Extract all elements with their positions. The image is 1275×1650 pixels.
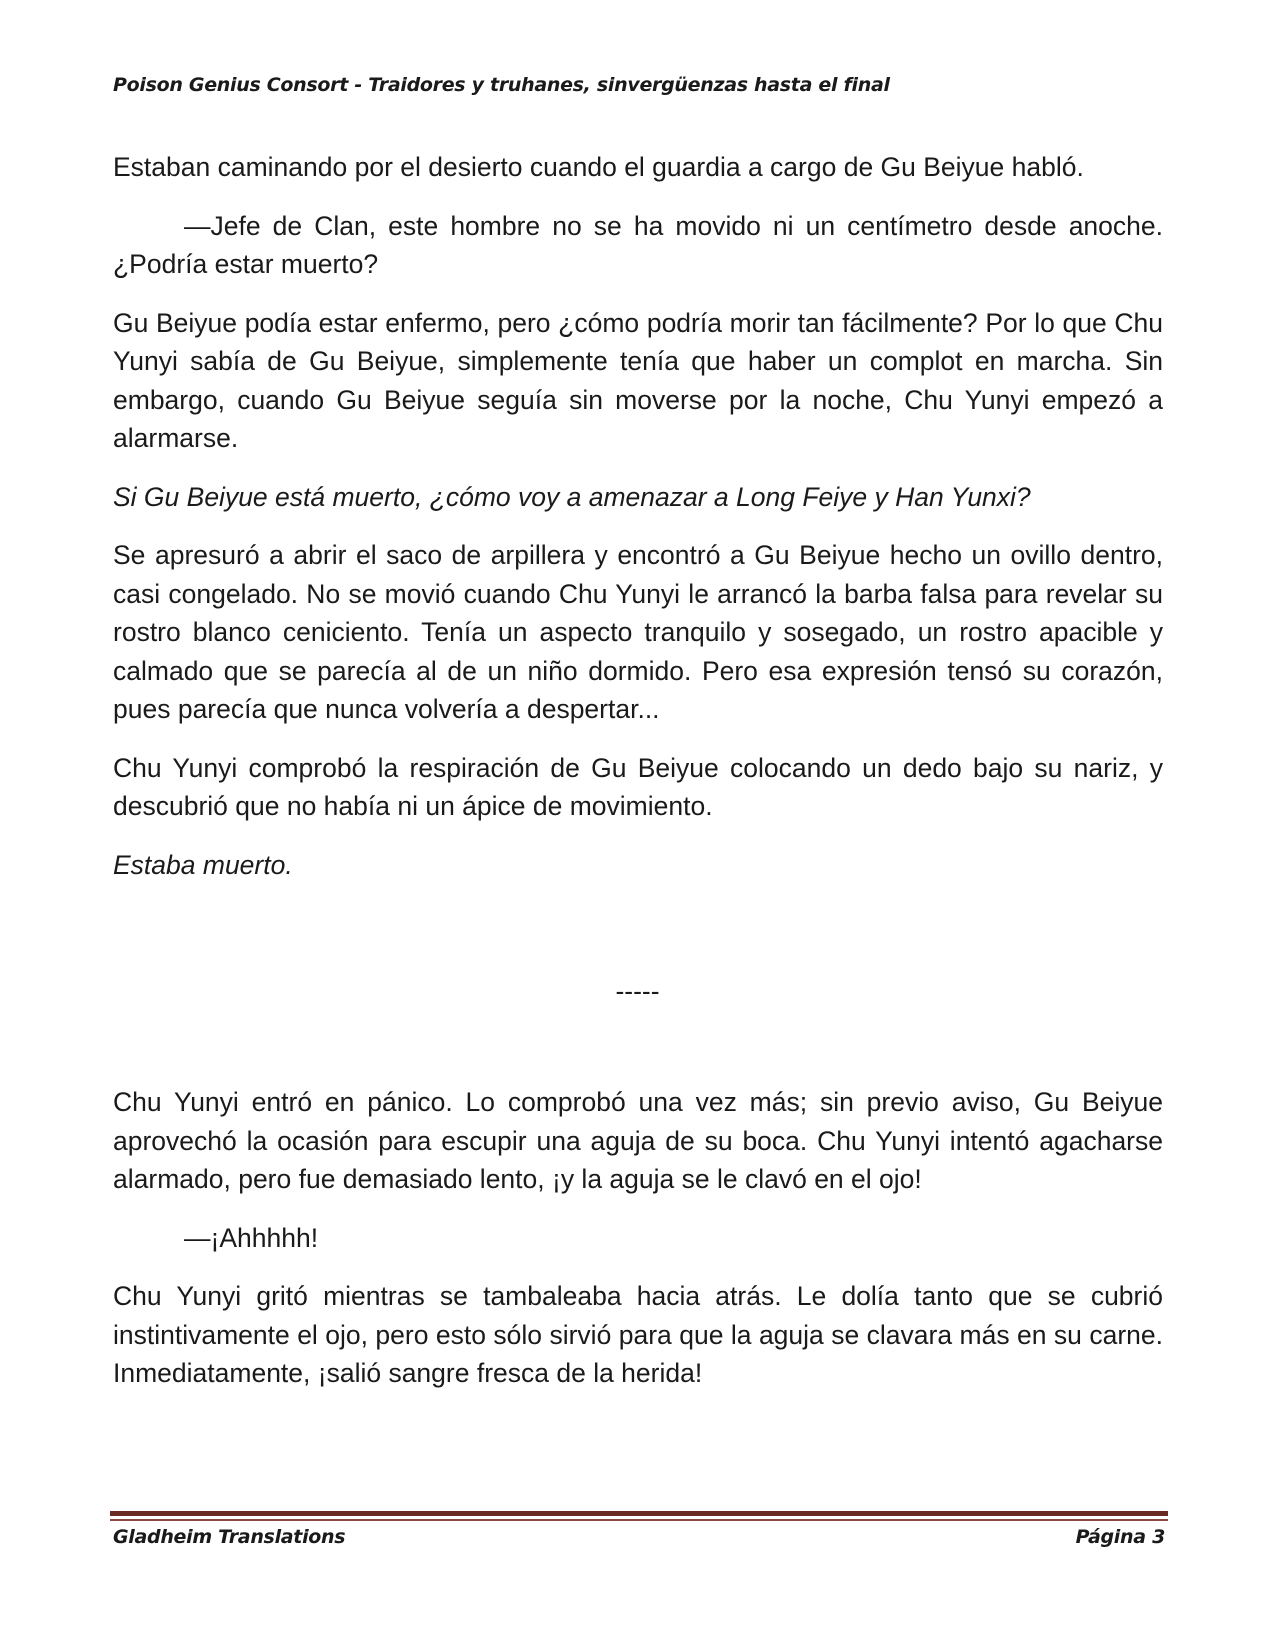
paragraph: Se apresuró a abrir el saco de arpillera y encontró a Gu Beiyue hecho un ovillo dentro, casi congelado. No se movió cuando Chu Yunyi le arrancó la barba falsa para revelar su rostro blanco ceniciento. Tenía un aspecto tranquilo y sosegado, un rostro apacible y calmado que se parecía al de un niño dormido. Pero esa expresión tensó su corazón, pues parecía que nunca volvería a despertar... <box>113 540 1163 724</box>
paragraph: Chu Yunyi comprobó la respiración de Gu Beiyue colocando un dedo bajo su nariz, y descubrió que no había ni un ápice de movimiento. <box>113 752 1163 821</box>
dialogue-paragraph: —Jefe de Clan, este hombre no se ha movido ni un centímetro desde anoche. ¿Podría estar muerto? <box>113 210 1163 279</box>
scene-separator: ----- <box>615 976 660 1006</box>
running-header: Poison Genius Consort - Traidores y truhanes, sinvergüenzas hasta el final <box>113 74 890 96</box>
paragraph: Chu Yunyi gritó mientras se tambaleaba hacia atrás. Le dolía tanto que se cubrió instintivamente el ojo, pero esto sólo sirvió para que la aguja se clavara más en su carne. Inmediatamente, ¡salió sangre fresca de la herida! <box>113 1281 1163 1388</box>
footer-rule-secondary <box>110 1519 1168 1521</box>
thought-paragraph: Si Gu Beiyue está muerto, ¿cómo voy a amenazar a Long Feiye y Han Yunxi? <box>113 481 1031 512</box>
thought-paragraph: Estaba muerto. <box>113 849 293 880</box>
body-section-1 <box>113 148 1163 904</box>
page-number: Página 3 <box>1075 1526 1165 1548</box>
footer-publisher: Gladheim Translations <box>113 1526 346 1548</box>
paragraph: Estaban caminando por el desierto cuando el guardia a cargo de Gu Beiyue habló. <box>113 152 1084 182</box>
dialogue-paragraph: —¡Ahhhhh! <box>184 1222 319 1253</box>
paragraph: Chu Yunyi entró en pánico. Lo comprobó una vez más; sin previo aviso, Gu Beiyue aprovechó la ocasión para escupir una aguja de su boca. Chu Yunyi intentó agacharse alarmado, pero fue demasiado lento, ¡y la aguja se le clavó en el ojo! <box>113 1087 1163 1194</box>
footer-rule <box>110 1511 1168 1516</box>
body-section-2 <box>113 1083 1163 1413</box>
paragraph: Gu Beiyue podía estar enfermo, pero ¿cómo podría morir tan fácilmente? Por lo que Chu Yunyi sabía de Gu Beiyue, simplemente tenía que haber un complot en marcha. Sin embargo, cuando Gu Beiyue seguía sin moverse por la noche, Chu Yunyi empezó a alarmarse. <box>113 307 1163 453</box>
